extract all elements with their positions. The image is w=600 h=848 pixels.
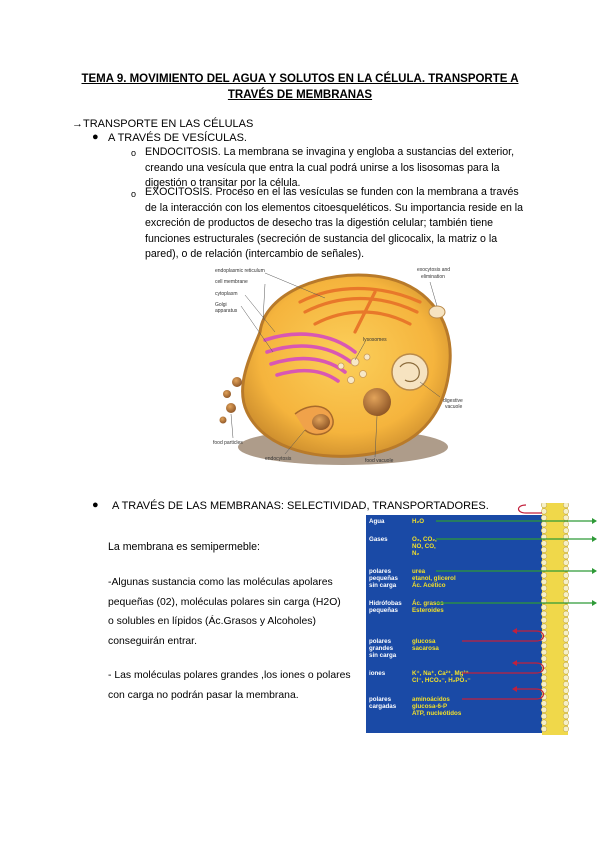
lipid-head bbox=[563, 662, 569, 668]
category-label: cargadas bbox=[369, 703, 397, 710]
lipid-head bbox=[563, 713, 569, 719]
lipid-head bbox=[541, 675, 547, 681]
exocitosis-line-3: excreción de productos de desecho tras la digestión celular; también tiene bbox=[145, 217, 494, 230]
lipid-head bbox=[563, 681, 569, 687]
impermeable-paragraph bbox=[108, 666, 358, 705]
example-label: aminoácidos bbox=[412, 696, 450, 703]
endocytosis-vesicle bbox=[312, 414, 330, 430]
water-curl-arrow bbox=[519, 505, 543, 513]
lipid-head bbox=[541, 521, 547, 527]
category-label: sin carga bbox=[369, 582, 397, 589]
impermeable-line-1: - Las moléculas polares grandes ,los iones o polares bbox=[108, 670, 351, 681]
example-label: Ác. Acético bbox=[412, 582, 446, 589]
example-label: Ác. grasos bbox=[412, 600, 444, 607]
example-label: O₂, CO₂, bbox=[412, 536, 437, 543]
permeable-line-2: pequeñas (02), moléculas polares sin carga (H2O) bbox=[108, 596, 341, 608]
exocitosis-line-1: EXOCITOSIS. Proceso en el las vesículas se funden con la membrana a través bbox=[145, 186, 519, 198]
category-label: polares bbox=[369, 638, 392, 645]
lipid-head bbox=[563, 579, 569, 585]
title-line-1: TEMA 9. MOVIMIENTO DEL AGUA Y SOLUTOS EN LA CÉLULA. TRANSPORTE A bbox=[81, 73, 519, 85]
digestive-vacuole bbox=[392, 354, 428, 390]
label-golgi-1: Golgi bbox=[215, 302, 227, 308]
label-food-vacuole: food vacuole bbox=[365, 458, 394, 464]
category-label: sin carga bbox=[369, 652, 397, 659]
lipid-head bbox=[541, 713, 547, 719]
lipid-head bbox=[563, 701, 569, 707]
lipid-head bbox=[541, 503, 547, 508]
lipid-head bbox=[563, 624, 569, 630]
example-label: K⁺, Na⁺, Ca²⁺, Mg²⁺ bbox=[412, 670, 469, 677]
example-label: NO, CO, bbox=[412, 543, 436, 550]
lipid-head bbox=[541, 560, 547, 566]
pass-arrow-head bbox=[592, 568, 597, 574]
lipid-head bbox=[563, 528, 569, 534]
label-exocytosis-1: exocytosis and bbox=[417, 267, 451, 273]
lipid-head bbox=[541, 592, 547, 598]
title-line-2: TRAVÉS DE MEMBRANAS bbox=[227, 89, 373, 101]
lipid-head bbox=[541, 649, 547, 655]
bullet-1-marker: ● bbox=[92, 131, 99, 143]
example-label: urea bbox=[412, 568, 426, 575]
exocitosis-line-5: pared), o de relación (intercambio de señales). bbox=[145, 248, 365, 261]
lipid-head bbox=[563, 573, 569, 579]
lipid-head bbox=[563, 560, 569, 566]
label-lysosomes: lysosomes bbox=[363, 337, 387, 343]
bullet-2-text: A TRAVÉS DE LAS MEMBRANAS: SELECTIVIDAD, TRANSPORTADORES. bbox=[112, 500, 489, 512]
endocitosis-line-3: digestión o transitar por la célula. bbox=[145, 177, 301, 190]
page-title bbox=[70, 71, 530, 103]
category-label: Gases bbox=[369, 536, 388, 543]
lipid-head bbox=[541, 585, 547, 591]
food-vacuole bbox=[363, 388, 391, 416]
lipid-head bbox=[563, 503, 569, 508]
label-golgi-2: apparatus bbox=[215, 308, 238, 314]
label-digestive-1: digestive bbox=[443, 398, 463, 404]
lipid-head bbox=[563, 637, 569, 643]
permeable-line-3: o solubles en lípidos (Ác.Grasos y Alcoholes) bbox=[108, 616, 316, 627]
label-cytoplasm: cytoplasm bbox=[215, 291, 238, 297]
lipid-head bbox=[541, 624, 547, 630]
lipid-head bbox=[563, 541, 569, 547]
pass-arrow-head bbox=[592, 600, 597, 606]
example-label: glucosa-6-P bbox=[412, 703, 448, 710]
label-membrane: cell membrane bbox=[215, 279, 248, 285]
label-digestive-2: vacuole bbox=[445, 404, 463, 410]
permeable-line-4: conseguirán entrar. bbox=[108, 635, 197, 647]
bullet-1-text: A TRAVÉS DE VESÍCULAS. bbox=[108, 132, 247, 144]
example-label: H₂O bbox=[412, 518, 425, 525]
lipid-head bbox=[541, 707, 547, 713]
lipid-head bbox=[563, 515, 569, 521]
lipid-head bbox=[541, 553, 547, 559]
impermeable-line-2: con carga no podrán pasar la membrana. bbox=[108, 689, 299, 701]
lipid-head bbox=[563, 675, 569, 681]
lipid-head bbox=[541, 509, 547, 515]
category-label: polares bbox=[369, 568, 392, 575]
example-label: sacarosa bbox=[412, 645, 439, 652]
lipid-head bbox=[563, 509, 569, 515]
lipid-head bbox=[541, 515, 547, 521]
lipid-head bbox=[563, 649, 569, 655]
lipid-head bbox=[563, 521, 569, 527]
pass-arrow-head bbox=[592, 536, 597, 542]
lipid-head bbox=[541, 541, 547, 547]
permeable-line-1: -Algunas sustancia como las moléculas apolares bbox=[108, 577, 333, 588]
lipid-head bbox=[541, 643, 547, 649]
endocitosis-line-2: creando una vesícula que entra la cual podrá unirse a los lisosomas para la bbox=[145, 161, 500, 174]
lipid-head bbox=[563, 688, 569, 694]
lipid-head bbox=[541, 605, 547, 611]
semipermeable-text: La membrana es semipermeble: bbox=[108, 541, 260, 553]
figure-background bbox=[366, 515, 542, 733]
lipid-head bbox=[541, 656, 547, 662]
lipid-head bbox=[541, 720, 547, 726]
cell-vesicle-diagram bbox=[205, 262, 475, 477]
exocitosis-marker: o bbox=[131, 189, 137, 199]
category-label: Agua bbox=[369, 518, 385, 525]
category-label: Hidrófobas bbox=[369, 600, 402, 607]
category-label: iones bbox=[369, 670, 386, 677]
lipid-head bbox=[563, 585, 569, 591]
lipid-head bbox=[563, 553, 569, 559]
example-label: glucosa bbox=[412, 638, 436, 645]
lipid-head bbox=[541, 528, 547, 534]
exocitosis-paragraph bbox=[145, 185, 527, 263]
lipid-head bbox=[563, 630, 569, 636]
example-label: N₂ bbox=[412, 550, 420, 557]
lipid-head bbox=[563, 669, 569, 675]
lipid-head bbox=[541, 617, 547, 623]
lipid-head bbox=[541, 726, 547, 732]
membrane-permeability-diagram bbox=[366, 503, 598, 735]
lipid-head bbox=[563, 592, 569, 598]
lipid-head bbox=[563, 720, 569, 726]
lipid-head bbox=[563, 605, 569, 611]
exocitosis-line-4: funciones estructurales (secreción de sustancia del glicocalix, la matriz o la bbox=[145, 232, 498, 245]
endocitosis-line-1: ENDOCITOSIS. La membrana se invagina y engloba a sustancias del exterior, bbox=[145, 146, 515, 158]
example-label: etanol, glicerol bbox=[412, 575, 456, 582]
category-label: polares bbox=[369, 696, 392, 703]
section-heading: →TRANSPORTE EN LAS CÉLULAS bbox=[72, 118, 254, 130]
lipid-head bbox=[541, 701, 547, 707]
lipid-head bbox=[541, 573, 547, 579]
example-label: Esteroides bbox=[412, 607, 444, 614]
label-endocytosis: endocytosis bbox=[265, 456, 292, 462]
bullet-2-marker: ● bbox=[92, 499, 99, 511]
category-label: pequeñas bbox=[369, 575, 398, 582]
exocytosis-vesicle bbox=[429, 306, 445, 318]
lipid-head bbox=[541, 547, 547, 553]
category-label: pequeñas bbox=[369, 607, 398, 614]
lipid-head bbox=[541, 579, 547, 585]
lipid-head bbox=[563, 694, 569, 700]
category-label: grandes bbox=[369, 645, 394, 652]
lipid-head bbox=[563, 643, 569, 649]
label-exocytosis-2: elimination bbox=[421, 274, 445, 280]
endocitosis-marker: o bbox=[131, 148, 137, 158]
permeable-paragraph bbox=[108, 573, 358, 651]
lipid-head bbox=[563, 656, 569, 662]
example-label: Cl⁻, HCO₃⁻, H₂PO₄⁻ bbox=[412, 677, 471, 684]
lipid-head bbox=[563, 726, 569, 732]
lipid-head bbox=[563, 617, 569, 623]
lipid-head bbox=[563, 611, 569, 617]
pass-arrow-head bbox=[592, 518, 597, 524]
exocitosis-line-2: de la interacción con los elementos citoesqueléticos. Su importancia reside en la bbox=[145, 201, 524, 214]
lipid-head bbox=[541, 681, 547, 687]
example-label: ATP, nucleótidos bbox=[412, 710, 462, 717]
lipid-head bbox=[563, 547, 569, 553]
food-particles bbox=[220, 377, 243, 424]
lipid-head bbox=[563, 707, 569, 713]
label-er: endoplasmic reticulum bbox=[215, 268, 265, 274]
label-food-particles: food particles bbox=[213, 440, 243, 446]
lipid-head bbox=[541, 611, 547, 617]
